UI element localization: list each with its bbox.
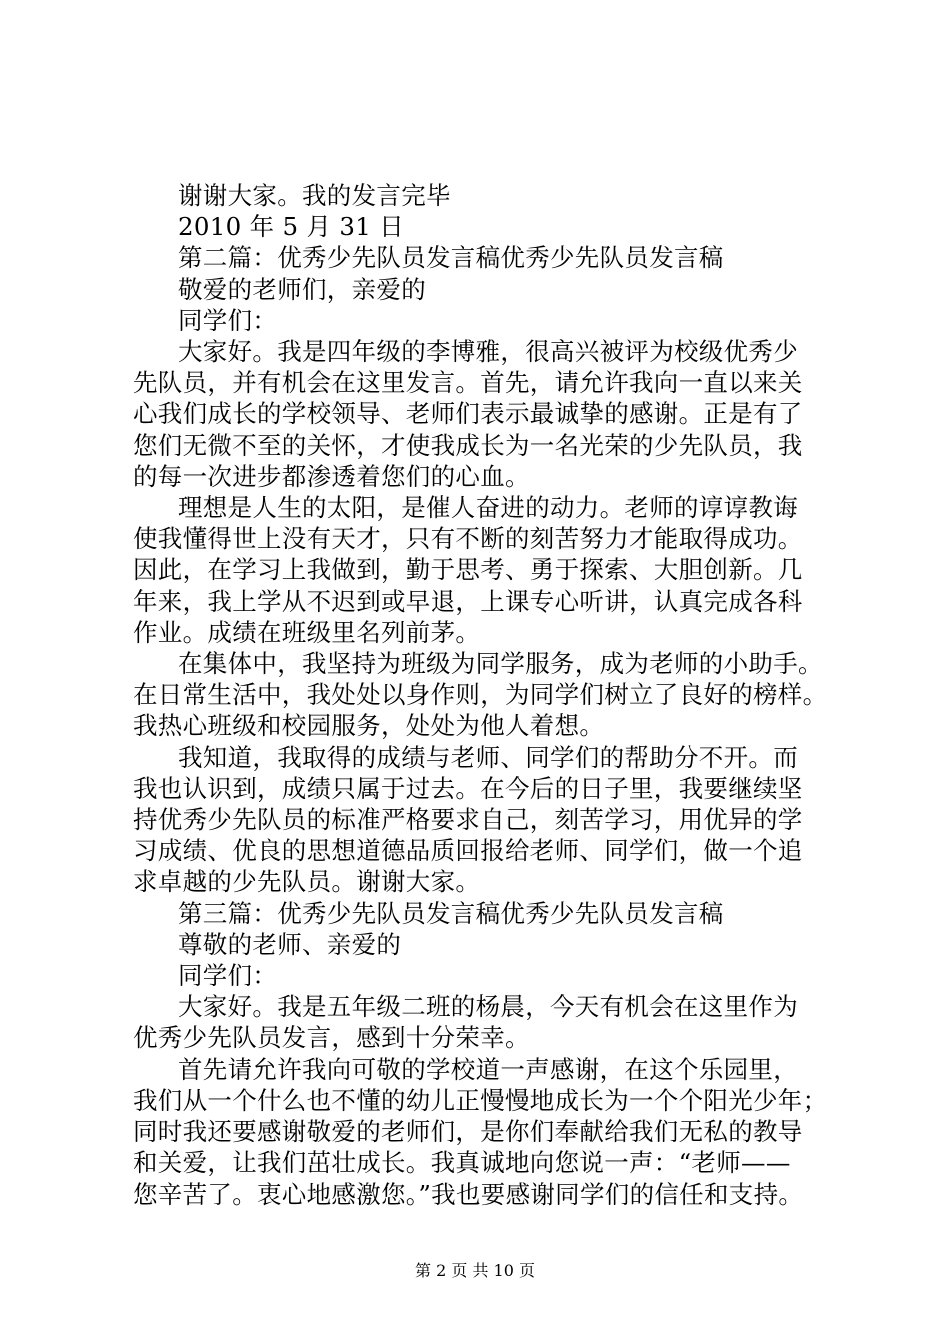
salutation-line: 尊敬的老师、亲爱的	[178, 929, 402, 959]
paragraph-line: 在集体中，我坚持为班级为同学服务，成为老师的小助手。	[178, 649, 823, 679]
paragraph-line: 年来，我上学从不迟到或早退，上课专心听讲，认真完成各科	[133, 586, 803, 616]
paragraph-line: 的每一次进步都渗透着您们的心血。	[133, 461, 530, 491]
section-heading: 第三篇：优秀少先队员发言稿优秀少先队员发言稿	[178, 898, 724, 928]
paragraph-line: 理想是人生的太阳，是催人奋进的动力。老师的谆谆教诲	[178, 493, 798, 523]
paragraph-line: 大家好。我是四年级的李博雅，很高兴被评为校级优秀少	[178, 337, 798, 367]
paragraph-line: 习成绩、优良的思想道德品质回报给老师、同学们，做一个追	[133, 836, 803, 866]
paragraph-line: 您们无微不至的关怀，才使我成长为一名光荣的少先队员，我	[133, 430, 803, 460]
paragraph-line: 我热心班级和校园服务，处处为他人着想。	[133, 711, 605, 741]
salutation-line: 敬爱的老师们，亲爱的	[178, 274, 426, 304]
paragraph-line: 持优秀少先队员的标准严格要求自己，刻苦学习，用优异的学	[133, 805, 803, 835]
paragraph-line: 作业。成绩在班级里名列前茅。	[133, 617, 481, 647]
date-line: 2010 年 5 月 31 日	[178, 212, 405, 242]
paragraph-line: 同时我还要感谢敬爱的老师们，是你们奉献给我们无私的教导	[133, 1117, 803, 1147]
text-line: 谢谢大家。我的发言完毕	[178, 181, 451, 210]
salutation-line: 同学们：	[178, 961, 278, 991]
paragraph-line: 因此，在学习上我做到，勤于思考、勇于探索、大胆创新。几	[133, 555, 803, 585]
page-footer	[0, 1261, 950, 1281]
paragraph-line: 大家好。我是五年级二班的杨晨，今天有机会在这里作为	[178, 992, 798, 1022]
paragraph-line: 我们从一个什么也不懂的幼儿正慢慢地成长为一个个阳光少年；	[133, 1085, 828, 1115]
paragraph-line: 在日常生活中，我处处以身作则，为同学们树立了良好的榜样。	[133, 680, 828, 710]
paragraph-line: 您辛苦了。衷心地感激您。”我也要感谢同学们的信任和支持。	[133, 1179, 804, 1209]
paragraph-line: 求卓越的少先队员。谢谢大家。	[133, 867, 481, 897]
page-number-label: 第 2 页 共 10 页	[415, 1261, 535, 1280]
paragraph-line: 和关爱，让我们茁壮成长。我真诚地向您说一声：“老师——	[133, 1148, 791, 1178]
section-heading: 第二篇：优秀少先队员发言稿优秀少先队员发言稿	[178, 243, 724, 273]
paragraph-line: 先队员，并有机会在这里发言。首先，请允许我向一直以来关	[133, 368, 803, 398]
document-body	[133, 180, 843, 1210]
paragraph-line: 优秀少先队员发言，感到十分荣幸。	[133, 1023, 530, 1053]
paragraph-line: 使我懂得世上没有天才，只有不断的刻苦努力才能取得成功。	[133, 524, 803, 554]
paragraph-line: 首先请允许我向可敬的学校道一声感谢，在这个乐园里，	[178, 1054, 798, 1084]
paragraph-line: 我也认识到，成绩只属于过去。在今后的日子里，我要继续坚	[133, 773, 803, 803]
salutation-line: 同学们：	[178, 305, 278, 335]
paragraph-line: 心我们成长的学校领导、老师们表示最诚挚的感谢。正是有了	[133, 399, 803, 429]
paragraph-line: 我知道，我取得的成绩与老师、同学们的帮助分不开。而	[178, 742, 798, 772]
